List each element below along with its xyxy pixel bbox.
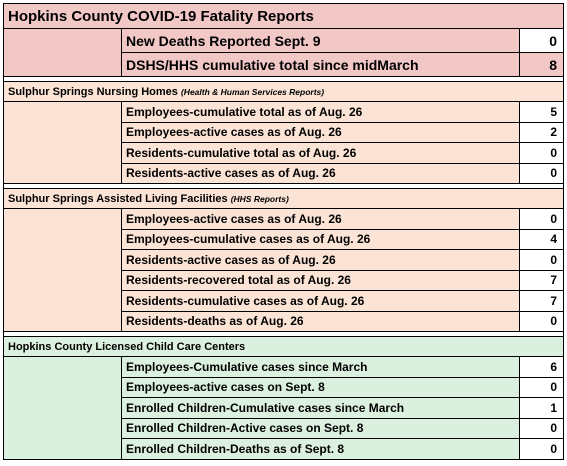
nursing-header-row [4, 82, 564, 102]
fatality-value: 8 [519, 53, 563, 77]
row-value: 0 [519, 163, 563, 184]
table-row [4, 357, 564, 378]
row-value: 7 [519, 270, 563, 291]
fatality-row [4, 29, 564, 53]
section-header [4, 82, 564, 102]
row-label: Residents-active cases as of Aug. 26 [122, 250, 520, 271]
row-label: Enrolled Children-Deaths as of Sept. 8 [122, 439, 520, 460]
row-label: Enrolled Children-Active cases on Sept. 8 [122, 418, 520, 439]
row-label: Employees-Cumulative cases since March [122, 357, 520, 378]
row-label: Residents-deaths as of Aug. 26 [122, 311, 520, 332]
section-spacer-cell [4, 102, 122, 184]
row-value: 0 [519, 418, 563, 439]
assisted-header-row [4, 189, 564, 209]
table-row [4, 102, 564, 123]
row-value: 0 [519, 250, 563, 271]
fatality-report-sheet [3, 3, 564, 460]
row-label: Residents-cumulative cases as of Aug. 26 [122, 291, 520, 312]
row-label: Residents-recovered total as of Aug. 26 [122, 270, 520, 291]
fatality-label: DSHS/HHS cumulative total since midMarch [122, 53, 520, 77]
row-label: Employees-active cases on Sept. 8 [122, 377, 520, 398]
section-subtitle: (HHS Reports) [230, 193, 289, 204]
section-title: Sulphur Springs Nursing Homes [8, 85, 178, 98]
section-title: Sulphur Springs Assisted Living Facilities [8, 192, 228, 205]
row-label: Enrolled Children-Cumulative cases since March [122, 398, 520, 419]
fatality-value: 0 [519, 29, 563, 53]
row-value: 0 [519, 209, 563, 230]
row-label: Residents-cumulative total as of Aug. 26 [122, 143, 520, 164]
section-header [4, 189, 564, 209]
section-title: Hopkins County Licensed Child Care Centers [8, 340, 246, 353]
row-label: Residents-active cases as of Aug. 26 [122, 163, 520, 184]
section-subtitle: (Health & Human Services Reports) [180, 86, 325, 97]
row-label: Employees-cumulative cases as of Aug. 26 [122, 229, 520, 250]
row-value: 0 [519, 311, 563, 332]
section-header [4, 337, 564, 357]
row-value: 1 [519, 398, 563, 419]
report-title: Hopkins County COVID-19 Fatality Reports [4, 4, 564, 29]
row-value: 5 [519, 102, 563, 123]
row-label: Employees-cumulative total as of Aug. 26 [122, 102, 520, 123]
report-table [3, 3, 564, 460]
row-value: 0 [519, 439, 563, 460]
title-row [4, 4, 564, 29]
row-label: Employees-active cases as of Aug. 26 [122, 122, 520, 143]
childcare-header-row [4, 337, 564, 357]
fatality-label: New Deaths Reported Sept. 9 [122, 29, 520, 53]
row-value: 6 [519, 357, 563, 378]
row-value: 7 [519, 291, 563, 312]
row-value: 0 [519, 377, 563, 398]
table-row [4, 209, 564, 230]
fatality-spacer-cell [4, 29, 122, 77]
section-spacer-cell [4, 357, 122, 460]
row-value: 0 [519, 143, 563, 164]
row-value: 2 [519, 122, 563, 143]
row-value: 4 [519, 229, 563, 250]
row-label: Employees-active cases as of Aug. 26 [122, 209, 520, 230]
section-spacer-cell [4, 209, 122, 332]
